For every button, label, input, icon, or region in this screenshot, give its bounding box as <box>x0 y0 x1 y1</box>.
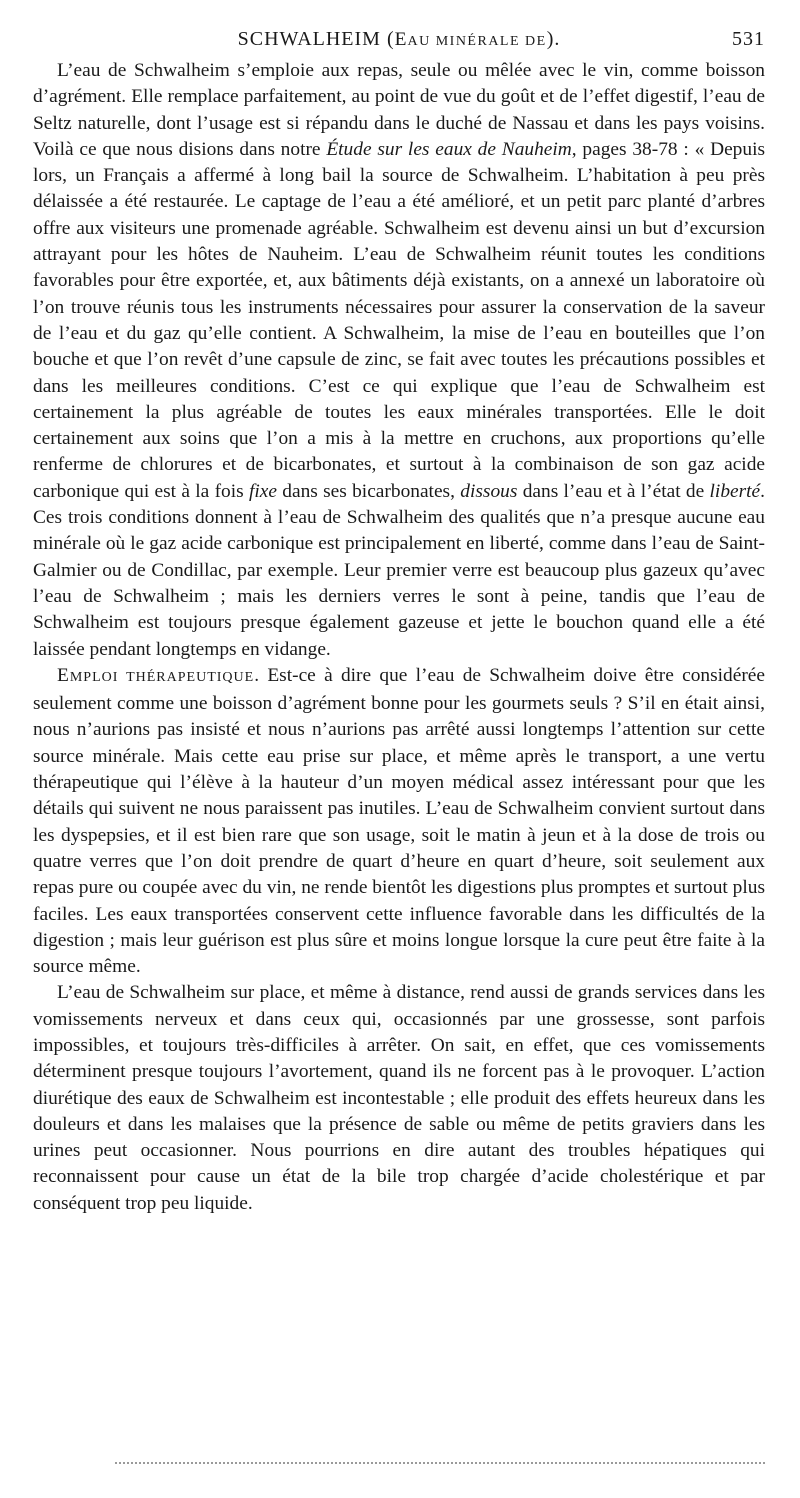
paragraph-3-text: L’eau de Schwalheim sur place, et même à distance, rend aussi de grands services dans les vomissements nerveux et dans ceux qui, occasionnés par une grossesse, sont parfois impossibles, et toujours très-difficiles à arrêter. On sait, en effet, que ces vomissements déterminent presque toujours l’avortement, quand ils ne forcent pas à le provoquer. L’action diurétique des eaux de Schwalheim est incontestable ; elle produit des effets heureux dans les douleurs et dans les malaises que la présence de sable ou même de petits graviers dans les urines peut occasionner. Nous pourrions en dire autant des troubles hépatiques qui reconnaissent pour cause un état de la bile trop chargée d’acide cholestérique et par conséquent trop peu liquide. <box>33 982 765 1214</box>
section-heading-small-caps: MPLOI THÉRAPEUTIQUE <box>69 669 255 685</box>
paragraph-2 <box>33 663 765 981</box>
section-heading-end: . <box>254 664 260 686</box>
paragraph-1-text-4: dans l’eau et à l’état de <box>517 480 710 502</box>
title-end: ). <box>546 28 561 50</box>
document-page <box>33 28 765 1217</box>
paragraph-1-italic-2: fixe <box>248 480 277 502</box>
body-text <box>33 58 765 1217</box>
paragraph-3 <box>33 980 765 1217</box>
paragraph-1 <box>33 58 765 663</box>
paragraph-1-italic-1: Étude sur les eaux de Nauheim <box>326 138 572 160</box>
section-heading-cap: E <box>57 664 70 686</box>
title-small-caps: AU MINÉRALE DE <box>407 34 547 49</box>
paragraph-1-text-5: . Ces trois conditions donnent à l’eau de Schwalheim des qualités que n’a presque aucune eau minérale où le gaz acide carbonique est principalement en liberté, comme dans l’eau de Saint-Galmier ou de Condillac, par exemple. Leur premier verre est beaucoup plus gazeux qu’avec l’eau de Schwalheim ; mais les derniers verres le sont à peine, tandis que l’eau de Schwalheim est toujours presque également gazeuse et jette le bouchon quand elle a été laissée pendant longtemps en vidange. <box>33 480 766 660</box>
title-cap: E <box>394 29 408 50</box>
paragraph-1-text-2: , pages 38-78 : « Depuis lors, un Français a affermé à long bail la source de Schwalheim. L’habitation à peu près délaissée a été restaurée. Le captage de l’eau a été amélioré, et un petit parc planté d’arbres offre aux visiteurs une promenade agréable. Schwalheim est devenu ainsi un but d’excursion attrayant pour les hôtes de Nauheim. L’eau de Schwalheim réunit toutes les conditions favorables pour être exportée, et, aux bâtiments déjà existants, on a annexé un laboratoire où l’on trouve réunis tous les instruments nécessaires pour assurer la conservation de la saveur de l’eau et du gaz qu’elle contient. A Schwalheim, la mise de l’eau en bouteilles que l’on bouche et que l’on revêt d’une capsule de zinc, se fait avec toutes les précautions possibles et dans les meilleures conditions. C’est ce qui explique que l’eau de Schwalheim est certainement la plus agréable de toutes les eaux minérales transportées. Elle le doit certainement aux soins que l’on a mis à la mettre en cruchons, aux proportions qu’elle renferme de chlorures et de bicarbonates, et surtout à la combinaison de son gaz acide carbonique qui est à la fois <box>33 138 766 502</box>
paragraph-1-text-3: dans ses bicarbonates, <box>276 480 461 502</box>
page-title <box>33 28 765 51</box>
bottom-rule <box>115 1462 765 1464</box>
paragraph-1-text-1: L’eau de Schwalheim s’emploie aux repas, seule ou mêlée avec le vin, comme boisson d’agrément. Elle remplace parfaitement, au point de vue du goût et de l’effet digestif, l’eau de Seltz naturelle, dont l’usage est si répandu dans le duché de Nassau et dans les pays voisins. Voilà ce que nous disions dans notre <box>33 60 765 160</box>
paragraph-2-text: Est-ce à dire que l’eau de Schwalheim doive être considérée seulement comme une boisson d’agrément bonne pour les gourmets seuls ? S’il en était ainsi, nous n’aurions pas insisté et nous n’aurions pas arrêté aussi longtemps l’attention sur cette source minérale. Mais cette eau prise sur place, et même après le transport, a une vertu thérapeutique qui l’élève à la hauteur d’un moyen médical assez intéressant pour que les détails qui suivent ne nous paraissent pas inutiles. L’eau de Schwalheim convient surtout dans les dyspepsies, et il est bien rare que son usage, soit le matin à jeun et à la dose de trois ou quatre verres que l’on doit prendre de quart d’heure en quart d’heure, soit seulement aux repas pure ou coupée avec du vin, ne rende bientôt les digestions plus promptes et surtout plus faciles. Les eaux transportées conservent cette influence favorable dans les difficultés de la digestion ; mais leur guérison est plus sûre et moins longue lorsque la cure peut être faite à la source même. <box>33 664 766 978</box>
paragraph-1-italic-3: dissous <box>460 480 518 502</box>
running-head <box>33 28 765 58</box>
title-main: SCHWALHEIM ( <box>237 28 395 50</box>
page-number: 531 <box>732 28 765 50</box>
paragraph-1-italic-4: liberté <box>709 480 761 502</box>
